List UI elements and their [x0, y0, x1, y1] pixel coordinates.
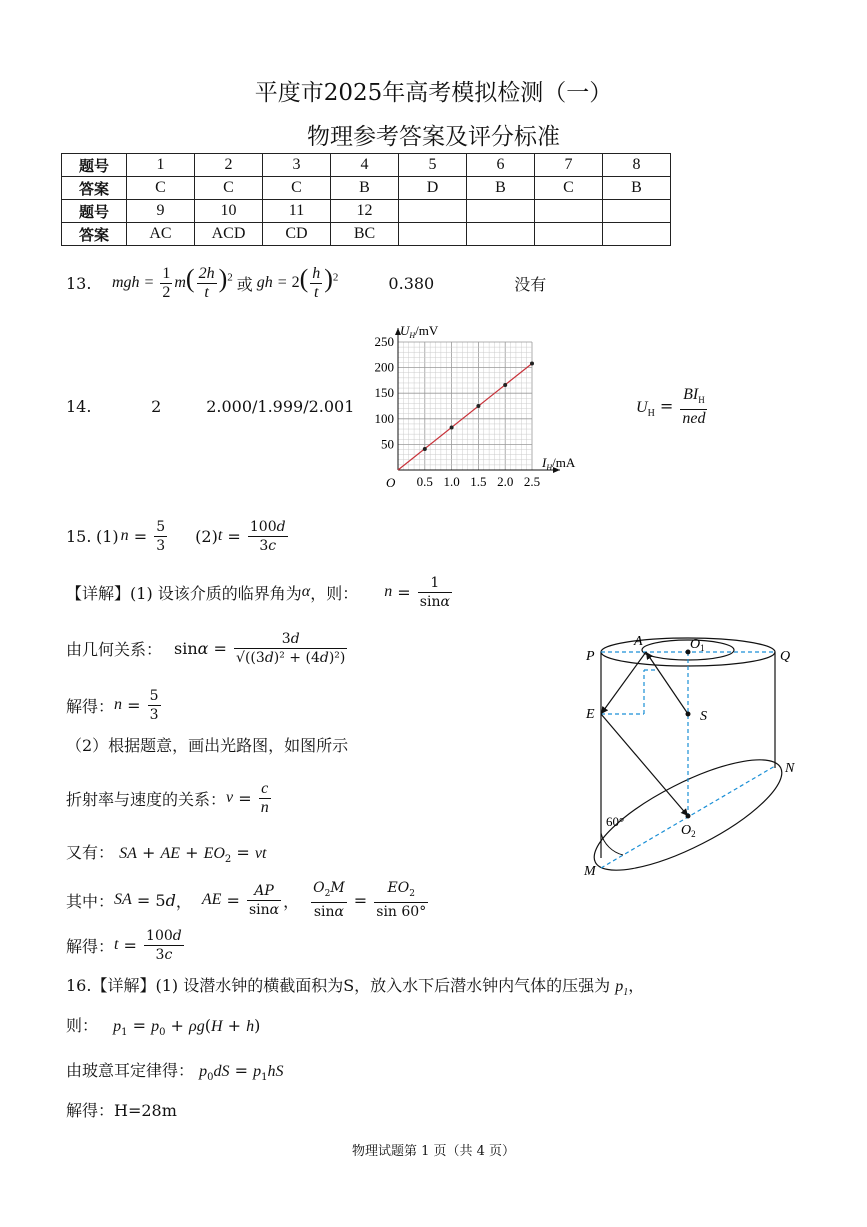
table-cell — [603, 200, 671, 223]
q15-part1: (1) — [96, 526, 119, 546]
chart-xlabel: $I_H/mA$ — [542, 455, 576, 472]
chart-grid — [398, 342, 532, 470]
q13-formula-alt: gh = 2( $\frac{h}{t}$ )$^2$ — [256, 264, 339, 301]
fit-line — [398, 364, 532, 470]
table-cell: C — [195, 177, 263, 200]
q14-number: 14. — [66, 397, 92, 416]
table-header-label: 题号 — [62, 200, 127, 223]
label-e: E — [586, 707, 595, 722]
q15-detail: 【详解】 (1) 设该介质的临界角为 α ，则： n = $\frac{1}{\sin\alpha}$ — [66, 574, 450, 610]
chart-ylabel: $U_H/mV$ — [400, 323, 439, 340]
table-cell: C — [535, 177, 603, 200]
table-row — [62, 223, 671, 246]
data-point — [423, 447, 427, 451]
table-cell: AC — [127, 223, 195, 246]
q13-value: 0.380 — [388, 273, 435, 293]
q13-or: 或 — [236, 274, 253, 294]
table-cell: D — [399, 177, 467, 200]
table-cell — [603, 223, 671, 246]
q16-answer: H=28m — [114, 1101, 177, 1120]
detail-text: (1) 设该介质的临界角为 — [130, 583, 302, 603]
label-q: Q — [780, 649, 791, 664]
page-subtitle: 物理参考答案及评分标准 — [307, 124, 560, 150]
table-cell: BC — [331, 223, 399, 246]
label-s: S — [700, 709, 707, 724]
chart-axes — [395, 328, 560, 473]
also-label: 又有： — [66, 843, 115, 862]
detail-label: 【详解】 — [66, 583, 131, 603]
table-cell: CD — [263, 223, 331, 246]
q15-line: 15. (1) n = $\frac{5}{3}$ (2) t = $\frac{100d}{3c}$ — [66, 518, 286, 554]
label-m: M — [584, 864, 596, 879]
q16-law: 由玻意耳定律得： $p_0dS = p_1hS$ — [66, 1061, 284, 1084]
table-cell: 8 — [603, 154, 671, 177]
q15-where: 其中： SA = 5 d ， AE = $\frac{AP}{\sin\alpha}$ ， $\frac{O_2M}{\sin\alpha}$ = $\frac{EO_2}{\sin 60^\circ}$ — [66, 879, 427, 921]
q16-then-label: 则： — [66, 1016, 99, 1035]
table-cell: C — [127, 177, 195, 200]
table-header-label: 题号 — [62, 154, 127, 177]
table-answer-label: 答案 — [62, 177, 127, 200]
table-cell — [467, 200, 535, 223]
table-cell — [535, 200, 603, 223]
chart-origin: O — [386, 475, 396, 490]
table-row — [62, 154, 671, 177]
refraction-label: 折射率与速度的关系： — [66, 789, 227, 809]
detail-then: ，则： — [310, 583, 359, 603]
q15-also: 又有： SA + AE + $EO_2$ = vt — [66, 843, 267, 866]
q15-solve2: 解得： t = $\frac{100d}{3c}$ — [66, 927, 182, 963]
table-cell: B — [467, 177, 535, 200]
table-cell: 4 — [331, 154, 399, 177]
q14-line — [66, 397, 354, 416]
solve-label: 解得： — [66, 936, 115, 956]
q15-refraction: 折射率与速度的关系： v = $\frac{c}{n}$ — [66, 779, 269, 816]
q15-part2-text: （2）根据题意，画出光路图，如图所示 — [66, 736, 349, 755]
table-cell: 7 — [535, 154, 603, 177]
q16-law-label: 由玻意耳定律得： — [66, 1061, 195, 1080]
label-a: A — [634, 634, 643, 649]
table-cell: B — [603, 177, 671, 200]
table-cell: 12 — [331, 200, 399, 223]
light-path-figure — [578, 628, 808, 883]
q16-solve — [66, 1098, 177, 1121]
q13-conclusion: 没有 — [514, 274, 547, 294]
geometry-label: 由几何关系： — [66, 639, 163, 659]
label-angle: 60° — [606, 814, 625, 829]
table-cell — [399, 223, 467, 246]
data-point — [476, 404, 480, 408]
q13-formula: mgh = $\frac{1}{2}$ m( $\frac{2h}{t}$ )$^2$ — [112, 264, 233, 301]
y-tick-label: 50 — [381, 436, 394, 452]
q16-text: 16.【详解】(1) 设潜水钟的横截面积为S，放入水下后潜水钟内气体的压强为 — [66, 976, 611, 995]
q14-answer-1: 2 — [151, 397, 162, 416]
data-point — [530, 362, 534, 366]
table-cell: 11 — [263, 200, 331, 223]
q15-geometry: 由几何关系： sinα = $\frac{3d}{\text{√((3d)² + (4d)²)}}$ — [66, 630, 346, 666]
table-cell: 3 — [263, 154, 331, 177]
uh-ih-chart — [360, 322, 590, 496]
q13-number: 13. — [66, 273, 92, 293]
table-cell: 1 — [127, 154, 195, 177]
y-tick-label: 150 — [374, 385, 394, 401]
table-row — [62, 200, 671, 223]
y-tick-label: 100 — [374, 410, 394, 426]
table-cell — [467, 223, 535, 246]
x-tick-label: 1.5 — [470, 474, 487, 489]
q16-solve-label: 解得： — [66, 1101, 115, 1120]
table-row — [62, 177, 671, 200]
answer-table — [61, 153, 671, 246]
q15-number: 15. — [66, 526, 92, 546]
x-tick-label: 0.5 — [416, 474, 433, 489]
q16-line1: 16.【详解】(1) 设潜水钟的横截面积为S，放入水下后潜水钟内气体的压强为 $p_1$， — [66, 976, 645, 999]
table-cell: 10 — [195, 200, 263, 223]
table-cell: B — [331, 177, 399, 200]
y-tick-label: 200 — [374, 359, 394, 375]
table-cell: 9 — [127, 200, 195, 223]
q13-line — [66, 258, 546, 308]
x-tick-label: 2.5 — [523, 474, 541, 489]
table-cell: C — [263, 177, 331, 200]
table-cell: ACD — [195, 223, 263, 246]
solve-label: 解得： — [66, 696, 115, 716]
table-cell: 6 — [467, 154, 535, 177]
q16-then: 则： $p_1 = p_0 + \rho g(H + h)$ — [66, 1016, 261, 1039]
table-cell — [535, 223, 603, 246]
q14-answer-2: 2.000/1.999/2.001 — [206, 397, 355, 416]
q15-part2: (2) — [195, 526, 218, 546]
x-tick-label: 1.0 — [443, 474, 460, 489]
q15-solve1: 解得： n = $\frac{5}{3}$ — [66, 687, 159, 723]
table-cell: 2 — [195, 154, 263, 177]
page-title: 平度市2025年高考模拟检测（一） — [254, 80, 613, 106]
table-answer-label: 答案 — [62, 223, 127, 246]
data-point — [503, 383, 507, 387]
y-tick-label: 250 — [374, 334, 394, 349]
label-o1: $O_1$ — [690, 637, 705, 653]
where-label: 其中： — [66, 891, 115, 911]
data-point — [450, 426, 454, 430]
page-footer: 物理试题第 1 页（共 4 页） — [351, 1144, 516, 1159]
label-o2: $O_2$ — [681, 823, 696, 839]
x-tick-label: 2.0 — [497, 474, 514, 489]
table-cell — [399, 200, 467, 223]
label-p: P — [586, 649, 595, 664]
table-cell: 5 — [399, 154, 467, 177]
q14-formula: $U_H$ = $\frac{BI_H}{\text{ned}}$ — [636, 386, 706, 428]
label-n: N — [785, 761, 795, 776]
